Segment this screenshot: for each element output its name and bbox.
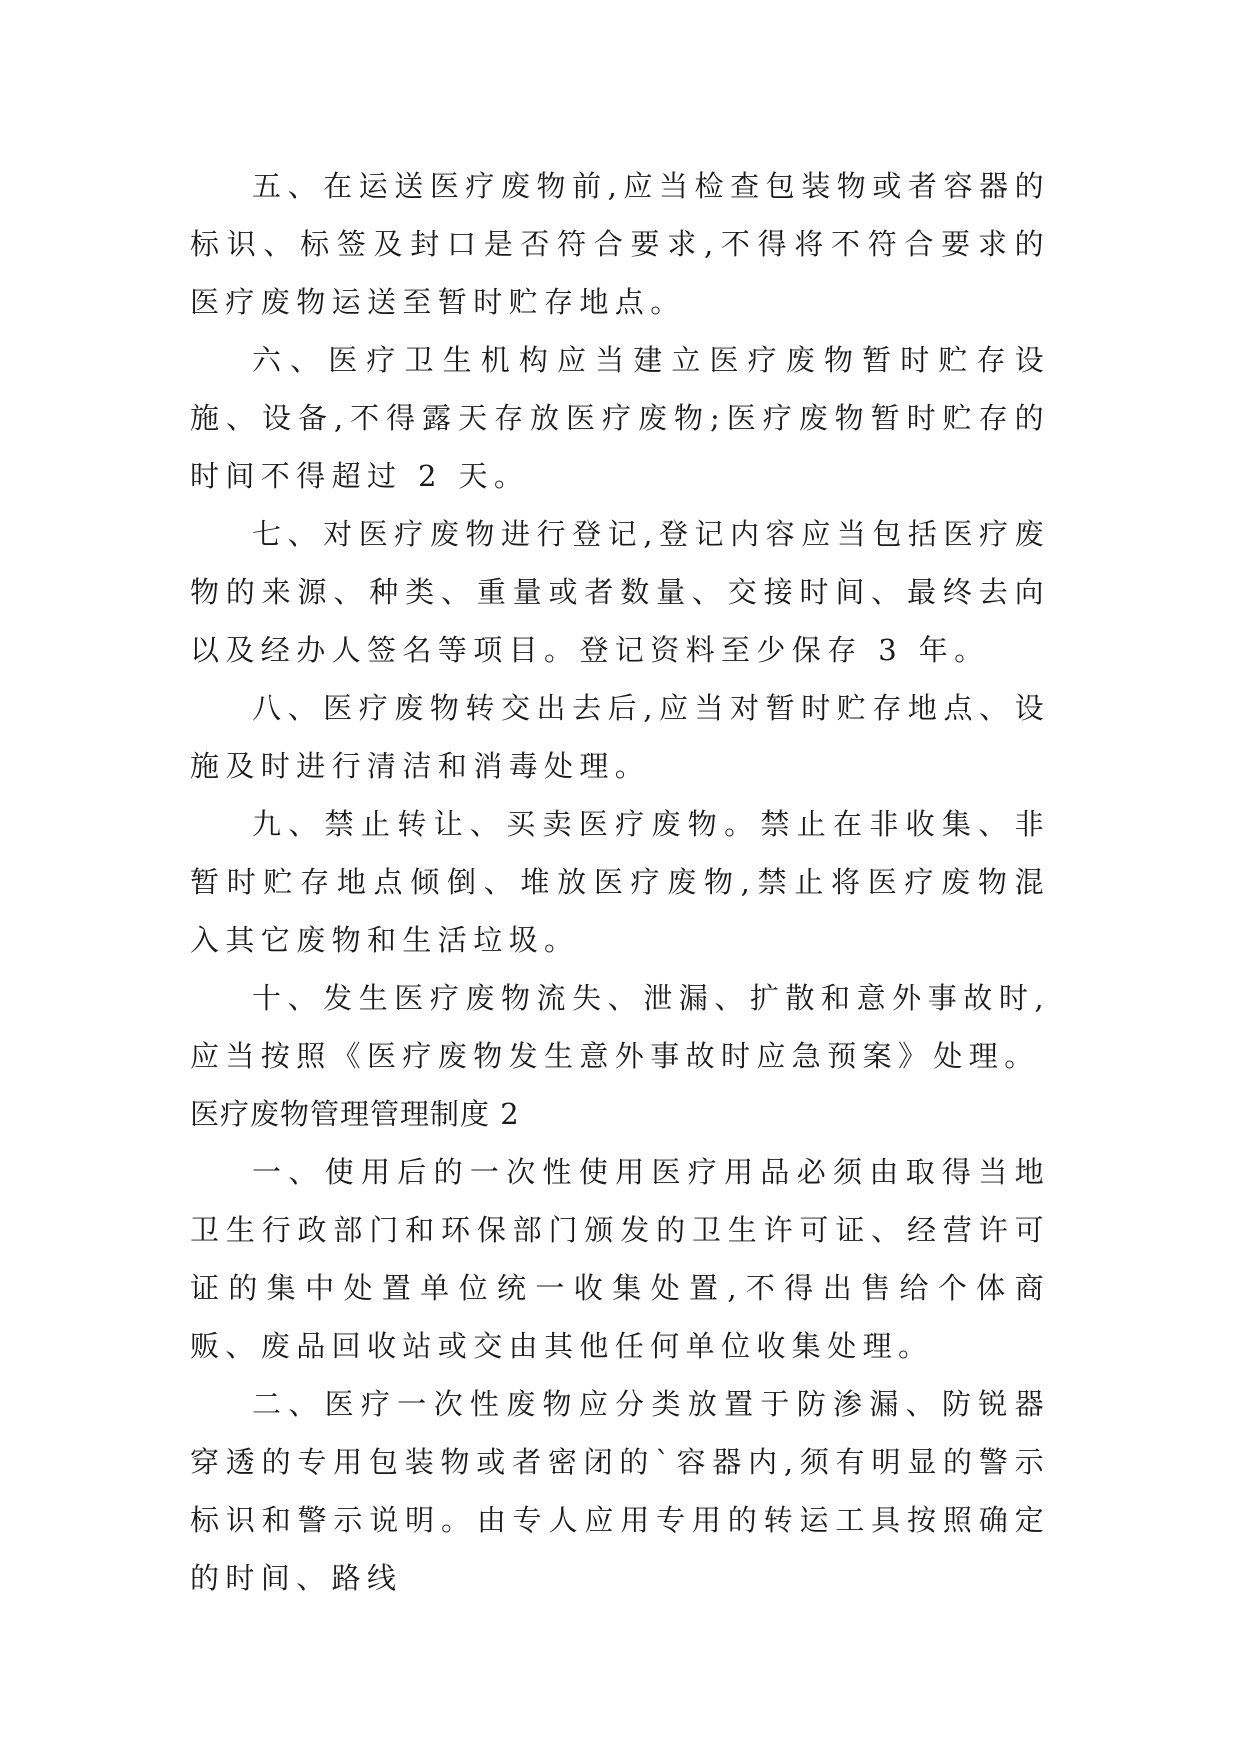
paragraph-item-5: 五、在运送医疗废物前,应当检查包装物或者容器的标识、标签及封口是否符合要求,不得将不符合要求的医疗废物运送至暂时贮存地点。 bbox=[190, 169, 1050, 319]
paragraph-item-6: 六、医疗卫生机构应当建立医疗废物暂时贮存设施、设备,不得露天存放医疗废物;医疗废物暂时贮存的时间不得超过 2 天。 bbox=[190, 343, 1050, 493]
paragraph-item-7: 七、对医疗废物进行登记,登记内容应当包括医疗废物的来源、种类、重量或者数量、交接时间、最终去向以及经办人签名等项目。登记资料至少保存 3 年。 bbox=[190, 517, 1050, 667]
paragraph-item-1: 一、使用后的一次性使用医疗用品必须由取得当地卫生行政部门和环保部门颁发的卫生许可证、经营许可证的集中处置单位统一收集处置,不得出售给个体商贩、废品回收站或交由其他任何单位收集处理。 bbox=[190, 1155, 1050, 1363]
paragraph-item-9: 九、禁止转让、买卖医疗废物。禁止在非收集、非暂时贮存地点倾倒、堆放医疗废物,禁止将医疗废物混入其它废物和生活垃圾。 bbox=[190, 807, 1050, 957]
document-body bbox=[190, 157, 1050, 1607]
paragraph-item-10: 十、发生医疗废物流失、泄漏、扩散和意外事故时,应当按照《医疗废物发生意外事故时应急预案》处理。 bbox=[190, 981, 1050, 1073]
paragraph-item-2: 二、医疗一次性废物应分类放置于防渗漏、防锐器穿透的专用包装物或者密闭的`容器内,须有明显的警示标识和警示说明。由专人应用专用的转运工具按照确定的时间、路线 bbox=[190, 1387, 1050, 1595]
paragraph-item-8: 八、医疗废物转交出去后,应当对暂时贮存地点、设施及时进行清洁和消毒处理。 bbox=[190, 691, 1050, 783]
section-heading: 医疗废物管理管理制度 2 bbox=[190, 1097, 520, 1131]
